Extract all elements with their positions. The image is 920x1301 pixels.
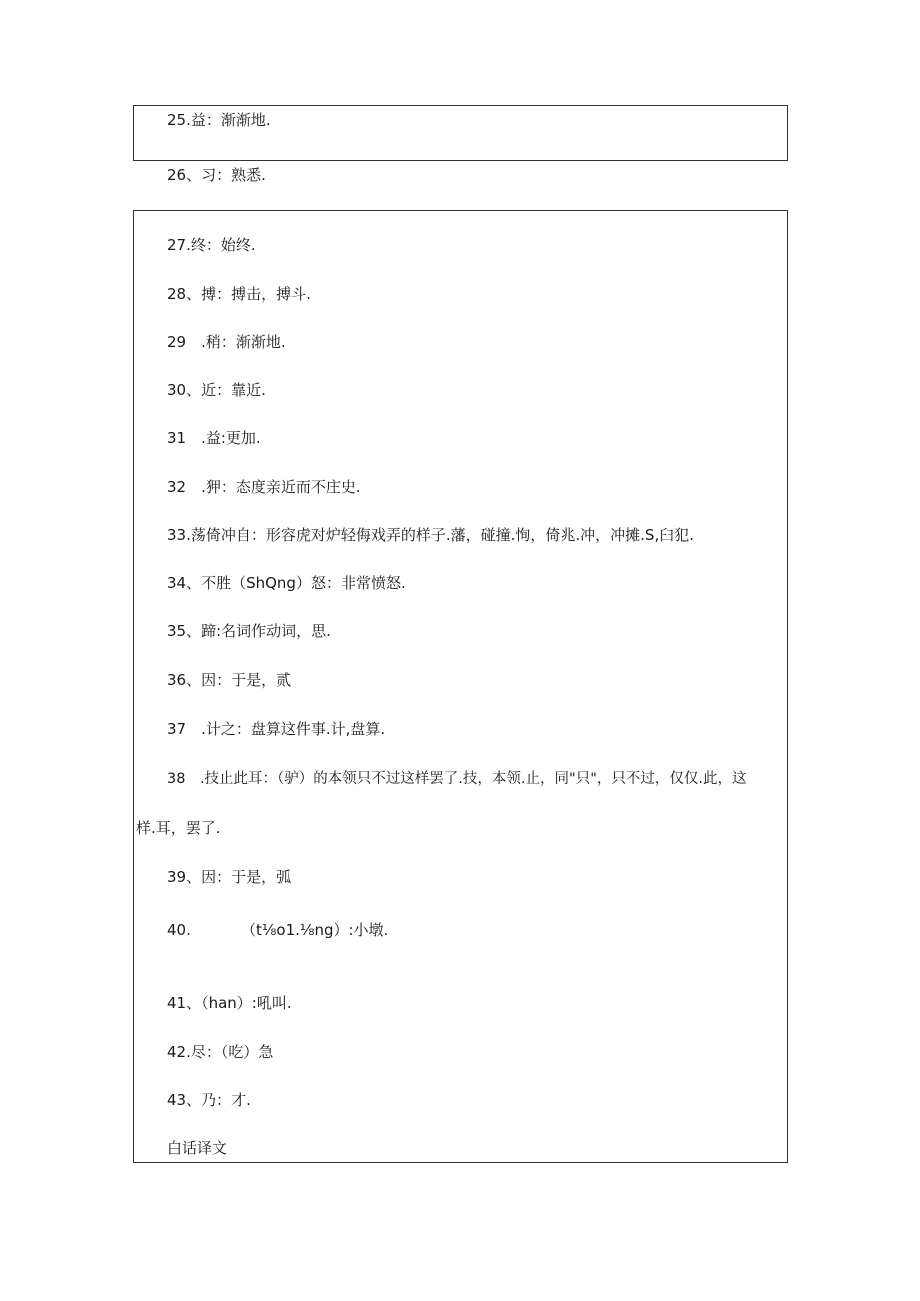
entry-29: 29 .稍：渐渐地. [167, 333, 286, 351]
entry-37: 37 .计之：盘算这件事.计,盘算. [167, 720, 386, 738]
entry-25: 25.益：渐渐地. [167, 111, 271, 129]
entry-30: 30、近：靠近. [167, 381, 266, 399]
entry-26: 26、习：熟悉. [167, 166, 266, 184]
entry-36: 36、因：于是，贰 [167, 671, 292, 689]
entry-31: 31 .益:更加. [167, 429, 261, 447]
entry-27: 27.终：始终. [167, 236, 256, 254]
entry-34: 34、不胜（ShQng）怒：非常愤怒. [167, 574, 406, 592]
entry-43: 43、乃：才. [167, 1091, 251, 1109]
entry-41: 41、（han）:吼叫. [167, 994, 292, 1012]
entry-28: 28、搏：搏击，搏斗. [167, 285, 311, 303]
entry-42: 42.尽：（吃）急 [167, 1043, 274, 1061]
entry-33: 33.荡倚冲自：形容虎对炉轻侮戏弄的样子.藩，碰撞.恂，倚兆.冲，冲摊.S,臼犯. [167, 526, 694, 544]
entry-38: 38 .技止此耳：（驴）的本领只不过这样罢了.技，本领.止，同"只"，只不过，仅仅.此，这 [167, 771, 747, 787]
section-heading-translation: 白话译文 [167, 1139, 228, 1157]
entry-38-continued: 样.耳，罢了. [136, 819, 221, 837]
entry-35: 35、蹄:名词作动词，思. [167, 622, 331, 640]
entry-40-number: 40. [167, 921, 191, 939]
entry-32: 32 .狎：态度亲近而不庄史. [167, 478, 361, 496]
entry-40-text: （t⅛o1.⅛ng）:小墩. [241, 921, 389, 939]
entry-39: 39、因：于是，弧 [167, 868, 292, 886]
